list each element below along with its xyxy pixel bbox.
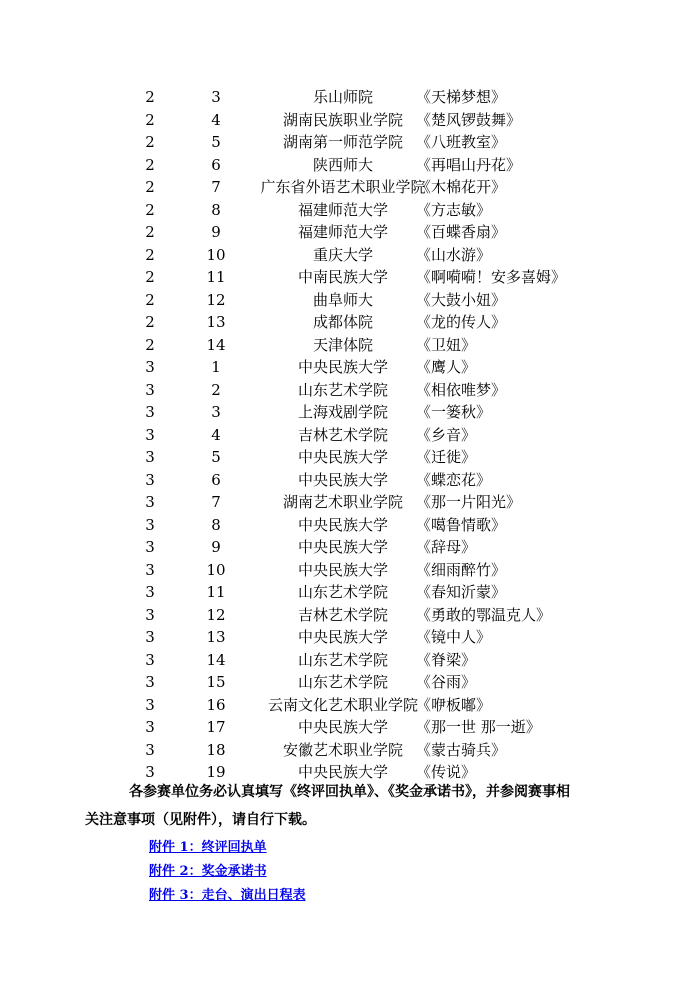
- group-number: 3: [145, 380, 155, 399]
- attachment-link-receipt-form[interactable]: 附件 1：终评回执单: [149, 840, 267, 855]
- order-number: 13: [206, 313, 226, 331]
- order-number: 3: [211, 88, 221, 106]
- table-row: [0, 199, 700, 222]
- school-name: 安徽艺术职业学院: [282, 740, 403, 759]
- table-row: [0, 671, 700, 694]
- work-title: 《乡音》: [416, 425, 477, 444]
- order-number: 13: [206, 628, 226, 646]
- table-row: [0, 649, 700, 672]
- group-number: 2: [145, 155, 155, 174]
- order-number: 1: [211, 358, 221, 376]
- order-number: 19: [206, 763, 226, 781]
- school-name: 中央民族大学: [297, 628, 388, 646]
- order-number: 10: [206, 560, 226, 579]
- table-row: [0, 514, 700, 537]
- group-number: 2: [145, 245, 155, 264]
- table-row: [0, 581, 700, 604]
- school-name: 中央民族大学: [297, 515, 388, 534]
- school-name: 重庆大学: [312, 245, 373, 264]
- order-number: 12: [206, 290, 226, 309]
- school-name: 曲阜师大: [312, 290, 373, 309]
- table-row: [0, 86, 700, 109]
- order-number: 14: [206, 335, 226, 354]
- group-number: 2: [145, 110, 155, 129]
- work-title: 《迁徙》: [416, 448, 477, 466]
- school-name: 湖南第一师范学院: [282, 133, 403, 151]
- program-table: [0, 86, 700, 784]
- order-number: 11: [206, 583, 226, 601]
- school-name: 中央民族大学: [297, 560, 388, 579]
- order-number: 2: [211, 380, 221, 399]
- school-name: 中央民族大学: [297, 358, 388, 376]
- group-number: 3: [145, 425, 155, 444]
- order-number: 15: [206, 673, 226, 691]
- school-name: 福建师范大学: [297, 223, 388, 241]
- table-row: [0, 289, 700, 312]
- group-number: 3: [145, 695, 155, 714]
- work-title: 《鹰人》: [416, 358, 477, 376]
- order-number: 9: [211, 223, 221, 241]
- table-row: [0, 109, 700, 132]
- table-row: [0, 334, 700, 357]
- work-title: 《蒙古骑兵》: [416, 740, 507, 759]
- order-number: 8: [211, 515, 221, 534]
- school-name: 中央民族大学: [297, 718, 388, 736]
- table-row: [0, 694, 700, 717]
- table-row: [0, 244, 700, 267]
- group-number: 2: [145, 313, 155, 331]
- group-number: 3: [145, 470, 155, 489]
- work-title: 《细雨醉竹》: [416, 560, 507, 579]
- table-row: [0, 356, 700, 379]
- school-name: 湖南艺术职业学院: [282, 493, 403, 511]
- group-number: 3: [145, 740, 155, 759]
- table-row: [0, 266, 700, 289]
- work-title: 《噶鲁情歌》: [416, 515, 507, 534]
- order-number: 3: [211, 403, 221, 421]
- order-number: 6: [211, 470, 221, 489]
- table-row: [0, 559, 700, 582]
- work-title: 《春知沂蒙》: [416, 583, 507, 601]
- order-number: 4: [211, 110, 221, 129]
- notice-text-line-1: 各参赛单位务必认真填写《终评回执单》、《奖金承诺书》，并参阅赛事相: [129, 784, 570, 800]
- table-row: [0, 739, 700, 762]
- group-number: 2: [145, 335, 155, 354]
- attachment-link-schedule[interactable]: 附件 3：走台、演出日程表: [149, 888, 306, 903]
- order-number: 7: [211, 178, 221, 196]
- group-number: 3: [145, 538, 155, 556]
- school-name: 吉林艺术学院: [297, 425, 388, 444]
- school-name: 中央民族大学: [297, 448, 388, 466]
- work-title: 《大鼓小妞》: [416, 290, 507, 309]
- group-number: 3: [145, 763, 155, 781]
- school-name: 中央民族大学: [297, 538, 388, 556]
- group-number: 3: [145, 628, 155, 646]
- group-number: 3: [145, 673, 155, 691]
- group-number: 3: [145, 448, 155, 466]
- table-row: [0, 379, 700, 402]
- work-title: 《谷雨》: [416, 673, 477, 691]
- table-row: [0, 131, 700, 154]
- work-title: 《咿板嘟》: [416, 695, 492, 714]
- table-row: [0, 176, 700, 199]
- school-name: 广东省外语艺术职业学院: [260, 178, 426, 196]
- table-row: [0, 401, 700, 424]
- group-number: 2: [145, 290, 155, 309]
- group-number: 2: [145, 178, 155, 196]
- order-number: 7: [211, 493, 221, 511]
- school-name: 中央民族大学: [297, 470, 388, 489]
- work-title: 《传说》: [416, 763, 477, 781]
- work-title: 《那一片阳光》: [416, 493, 522, 511]
- order-number: 4: [211, 425, 221, 444]
- group-number: 3: [145, 515, 155, 534]
- group-number: 2: [145, 223, 155, 241]
- school-name: 山东艺术学院: [297, 673, 388, 691]
- work-title: 《那一世 那一逝》: [416, 718, 541, 736]
- school-name: 中央民族大学: [297, 763, 388, 781]
- work-title: 《楚风锣鼓舞》: [416, 110, 522, 129]
- order-number: 12: [206, 605, 226, 624]
- attachment-link-prize-pledge[interactable]: 附件 2：奖金承诺书: [149, 864, 267, 879]
- work-title: 《镜中人》: [416, 628, 492, 646]
- order-number: 5: [211, 133, 221, 151]
- order-number: 5: [211, 448, 221, 466]
- school-name: 成都体院: [312, 313, 373, 331]
- group-number: 2: [145, 200, 155, 219]
- work-title: 《一篓秋》: [416, 403, 492, 421]
- work-title: 《卫妞》: [416, 335, 477, 354]
- work-title: 《百蝶香扇》: [416, 223, 507, 241]
- school-name: 山东艺术学院: [297, 583, 388, 601]
- table-row: [0, 469, 700, 492]
- school-name: 山东艺术学院: [297, 650, 388, 669]
- notice-text-line-2: 关注意事项（见附件），请自行下载。: [85, 812, 316, 828]
- school-name: 乐山师院: [312, 88, 373, 106]
- school-name: 天津体院: [312, 335, 373, 354]
- table-row: [0, 446, 700, 469]
- work-title: 《方志敏》: [416, 200, 492, 219]
- table-row: [0, 311, 700, 334]
- work-title: 《辞母》: [416, 538, 477, 556]
- order-number: 10: [206, 245, 226, 264]
- table-row: [0, 491, 700, 514]
- group-number: 3: [145, 718, 155, 736]
- work-title: 《山水游》: [416, 245, 492, 264]
- work-title: 《木棉花开》: [416, 178, 507, 196]
- school-name: 上海戏剧学院: [297, 403, 388, 421]
- work-title: 《八班教室》: [416, 133, 507, 151]
- table-row: [0, 221, 700, 244]
- school-name: 吉林艺术学院: [297, 605, 388, 624]
- group-number: 3: [145, 605, 155, 624]
- table-row: [0, 154, 700, 177]
- group-number: 2: [145, 133, 155, 151]
- group-number: 3: [145, 560, 155, 579]
- table-row: [0, 604, 700, 627]
- order-number: 8: [211, 200, 221, 219]
- work-title: 《啊嗬嗬！安多喜姆》: [416, 268, 567, 286]
- group-number: 3: [145, 403, 155, 421]
- order-number: 14: [206, 650, 226, 669]
- group-number: 3: [145, 583, 155, 601]
- school-name: 湖南民族职业学院: [282, 110, 403, 129]
- school-name: 陕西师大: [312, 155, 373, 174]
- work-title: 《蝶恋花》: [416, 470, 492, 489]
- table-row: [0, 536, 700, 559]
- work-title: 《相依唯梦》: [416, 380, 507, 399]
- group-number: 3: [145, 358, 155, 376]
- school-name: 中南民族大学: [297, 268, 388, 286]
- group-number: 3: [145, 650, 155, 669]
- order-number: 9: [211, 538, 221, 556]
- school-name: 山东艺术学院: [297, 380, 388, 399]
- table-row: [0, 424, 700, 447]
- work-title: 《脊梁》: [416, 650, 477, 669]
- order-number: 11: [206, 268, 226, 286]
- order-number: 6: [211, 155, 221, 174]
- group-number: 3: [145, 493, 155, 511]
- group-number: 2: [145, 88, 155, 106]
- order-number: 17: [206, 718, 226, 736]
- order-number: 18: [206, 740, 226, 759]
- school-name: 福建师范大学: [297, 200, 388, 219]
- order-number: 16: [206, 695, 226, 714]
- school-name: 云南文化艺术职业学院: [267, 695, 418, 714]
- group-number: 2: [145, 268, 155, 286]
- table-row: [0, 716, 700, 739]
- work-title: 《龙的传人》: [416, 313, 507, 331]
- work-title: 《天梯梦想》: [416, 88, 507, 106]
- work-title: 《勇敢的鄂温克人》: [416, 605, 552, 624]
- work-title: 《再唱山丹花》: [416, 155, 522, 174]
- table-row: [0, 626, 700, 649]
